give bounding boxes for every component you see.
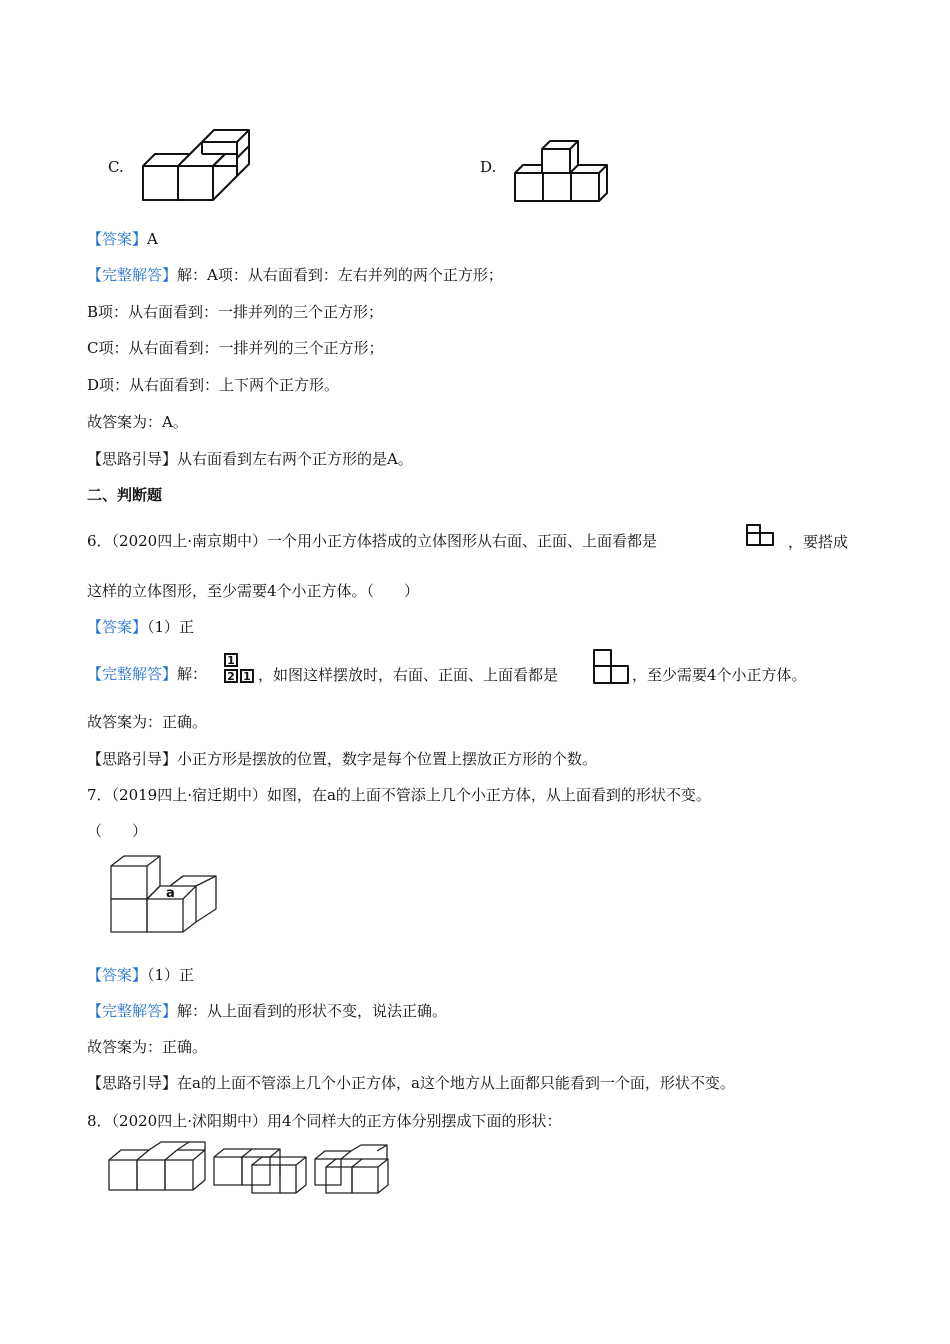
answer-text: A — [147, 230, 158, 248]
answer-tag: 【答案】 — [87, 230, 148, 248]
answer-tag: 【答案】 — [87, 618, 148, 636]
q8-shape-3 — [312, 1145, 396, 1197]
conclusion: 故答案为：A。 — [87, 413, 188, 431]
solution-line-b: B项：从右面看到：一排并列的三个正方形； — [87, 303, 384, 321]
grid-cell-top: 1 — [224, 653, 238, 667]
conclusion: 故答案为：正确。 — [87, 713, 208, 731]
option-c-label: C. — [108, 158, 124, 176]
option-d-label: D. — [480, 158, 497, 176]
solution-part3: ，至少需要4个小正方体。 — [632, 666, 807, 684]
hint-text: 小正方形是摆放的位置，数字是每个位置上摆放正方形的个数。 — [177, 750, 598, 768]
q8-shape-1 — [106, 1140, 210, 1194]
q8-shape-2 — [211, 1145, 311, 1197]
two-square-icon — [592, 648, 630, 686]
option-d-figure — [512, 137, 610, 205]
figure-label-a: a — [166, 886, 175, 901]
answer-text: （1）正 — [147, 966, 195, 984]
q6-question-part2: ，要搭成 — [788, 533, 849, 551]
q7-question: 7．（2019四上·宿迁期中）如图，在a的上面不管添上几个小正方体，从上面看到的形状不变。 — [87, 786, 711, 804]
solution-tag: 【完整解答】 — [87, 1002, 178, 1020]
hint-tag: 【思路引导】 — [87, 450, 178, 468]
q7-cube-figure — [108, 853, 220, 935]
top-view-grid — [224, 653, 258, 685]
solution-tag: 【完整解答】 — [87, 266, 178, 284]
answer-text: （1）正 — [147, 618, 195, 636]
hint-text: 在a的上面不管添上几个小正方体，a这个地方从上面都只能看到一个面，形状不变。 — [177, 1074, 735, 1092]
grid-cell-bottom-left: 2 — [224, 669, 238, 683]
grid-cell-bottom-right: 1 — [240, 669, 254, 683]
option-c-figure — [140, 126, 252, 204]
hint-text: 从右面看到左右两个正方形的是A。 — [177, 450, 413, 468]
solution-tag: 【完整解答】 — [87, 665, 178, 683]
q6-question-line2: 这样的立体图形，至少需要4个小正方体。（ ） — [87, 582, 420, 600]
q7-blank: （ ） — [87, 822, 148, 840]
q6-question-part1: 6．（2020四上·南京期中）一个用小正方体搭成的立体图形从右面、正面、上面看都是 — [87, 532, 657, 550]
section-title: 二、判断题 — [87, 486, 163, 504]
solution-text: 解：A项：从右面看到：左右并列的两个正方形； — [177, 266, 503, 284]
conclusion: 故答案为：正确。 — [87, 1038, 208, 1056]
two-square-icon — [745, 523, 775, 547]
solution-part1: 解： — [177, 665, 208, 683]
solution-line-d: D项：从右面看到：上下两个正方形。 — [87, 376, 340, 394]
q8-question: 8．（2020四上·沭阳期中）用4个同样大的正方体分别摆成下面的形状： — [87, 1112, 562, 1130]
answer-tag: 【答案】 — [87, 966, 148, 984]
hint-tag: 【思路引导】 — [87, 1074, 178, 1092]
hint-tag: 【思路引导】 — [87, 750, 178, 768]
solution-text: 解：从上面看到的形状不变，说法正确。 — [177, 1002, 448, 1020]
solution-line-c: C项：从右面看到：一排并列的三个正方形； — [87, 339, 384, 357]
solution-part2: ，如图这样摆放时，右面、正面、上面看都是 — [258, 666, 559, 684]
